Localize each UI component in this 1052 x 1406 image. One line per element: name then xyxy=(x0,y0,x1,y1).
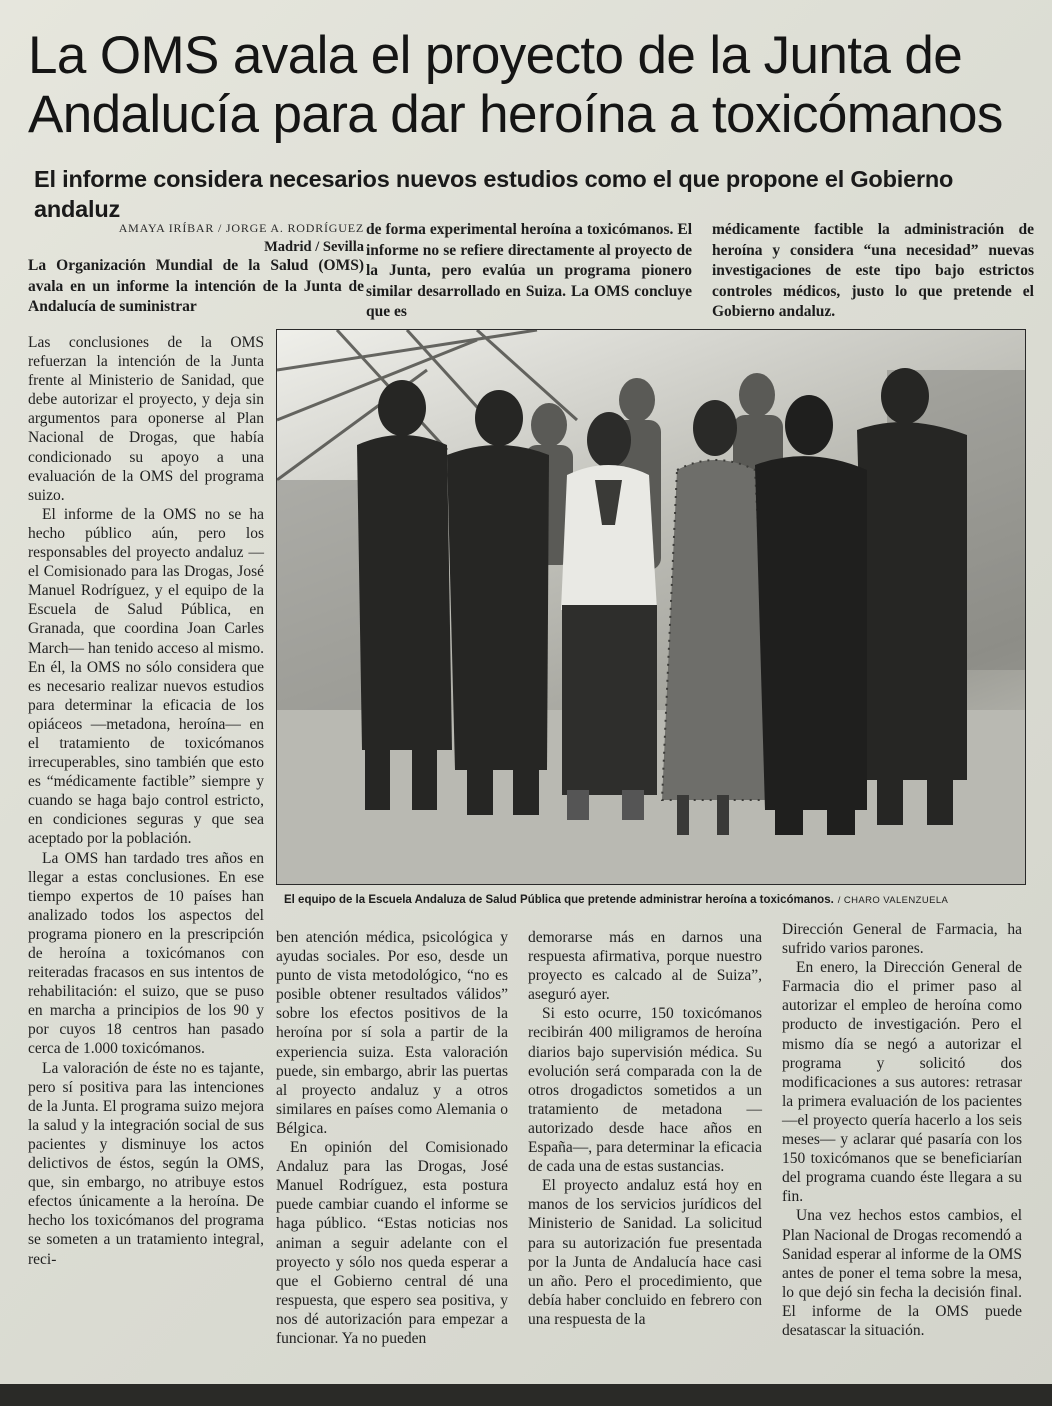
body-paragraph: En enero, la Dirección General de Farmacia dio el primer paso al autorizar el empleo de heroína como producto de investigación. Pero el mismo día se negó a autorizar el programa y solicitó dos modificaciones a sus autores: retrasar la primera evaluación de los pacientes —el proyecto quería hacerlo a los seis meses— y aclarar qué pasaría con los 150 toxicómanos que se beneficiarían del programa cuando éste llegara a su fin. xyxy=(782,959,1022,1206)
body-column-2 xyxy=(276,928,508,1348)
body-column-4 xyxy=(782,920,1022,1340)
body-paragraph: La OMS han tardado tres años en llegar a estas conclusiones. En ese tiempo expertos de 10 países han analizado todos los aspectos del programa pionero en la prescripción de heroína a toxicómanos con reiteradas fracasos en sus intentos de rehabilitación: el suizo, que se puso en marcha a principios de los 90 y por cuyos 18 centros han pasado cerca de 1.000 toxicómanos. xyxy=(28,849,264,1058)
page-edge xyxy=(0,1384,1052,1406)
lead-paragraph-3: médicamente factible la administración de heroína y considera “una necesidad” nuevas investigaciones de este tipo bajo estrictos controles médicos, justo lo que pretende el Gobierno andaluz. xyxy=(712,221,1034,320)
body-paragraph: demorarse más en darnos una respuesta afirmativa, porque nuestro proyecto es calcado al de Suiza”, aseguró ayer. xyxy=(528,929,762,1004)
lead-paragraph-2: de forma experimental heroína a toxicómanos. El informe no se refiere directamente al proyecto de la Junta, pero evalúa un programa pionero similar desarrollado en Suiza. La OMS concluye que es xyxy=(366,221,692,320)
body-paragraph: ben atención médica, psicológica y ayudas sociales. Por eso, desde un punto de vista metodológico, “no es posible obtener resultados válidos” sobre los efectos positivos de la heroína por sí sola a partir de la experiencia suiza. Esta valoración puede, sin embargo, abrir las puertas al proyecto andaluz y a otros similares en países como Alemania o Bélgica. xyxy=(276,929,508,1137)
photo-credit: / CHARO VALENZUELA xyxy=(837,895,949,906)
team-photo xyxy=(276,329,1026,885)
body-paragraph: Las conclusiones de la OMS refuerzan la intención de la Junta frente al Ministerio de Sanidad, que debe autorizar el proyecto, y deja sin argumentos para oponerse al Plan Nacional de Drogas, que había condicionado su apoyo a una evaluación de la OMS del programa suizo. xyxy=(28,334,264,504)
body-column-3 xyxy=(528,928,762,1329)
dateline: Madrid / Sevilla xyxy=(264,239,364,255)
body-paragraph: El proyecto andaluz está hoy en manos de los servicios jurídicos del Ministerio de Sanidad. La solicitud para su autorización fue presentada por la Junta de Andalucía hace casi un año. Pero el procedimiento, que debía haber concluido en febrero con una respuesta de la xyxy=(528,1177,762,1328)
body-paragraph: Si esto ocurre, 150 toxicómanos recibirán 400 miligramos de heroína diarios bajo supervisión médica. Su evolución será comparada con la de otros drogadictos sometidos a un tratamiento de metadona —autorizado desde hace años en España—, para determinar la eficacia de cada una de estas sustancias. xyxy=(528,1005,762,1176)
body-paragraph: Una vez hechos estos cambios, el Plan Nacional de Drogas recomendó a Sanidad esperar al informe de la OMS antes de poner el tema sobre la mesa, lo que dejó sin fecha la decisión final. El informe de la OMS puede desatascar la situación. xyxy=(782,1207,1022,1339)
body-paragraph: Dirección General de Farmacia, ha sufrido varios parones. xyxy=(782,921,1022,958)
body-column-1 xyxy=(28,333,264,1269)
byline: AMAYA IRÍBAR / JORGE A. RODRÍGUEZ xyxy=(118,221,364,235)
headline: La OMS avala el proyecto de la Junta de Andalucía para dar heroína a toxicómanos xyxy=(28,26,1003,144)
body-paragraph: En opinión del Comisionado Andaluz para las Drogas, José Manuel Rodríguez, esta postura puede cambiar cuando el informe se haga público. “Estas noticias nos animan a seguir adelante con el proyecto y sólo nos queda esperar a que el Gobierno central dé una respuesta, que espero sea positiva, y nos dé autorización para empezar a funcionar. Ya no pueden xyxy=(276,1139,508,1347)
body-paragraph: La valoración de éste no es tajante, pero sí positiva para las intenciones de la Junta. El programa suizo mejora la salud y la integración social de sus pacientes y disminuye los actos delictivos de éstos, según la OMS, que, sin embargo, no atribuye estos efectos únicamente a la heroína. De hecho los toxicómanos del programa se someten a un tratamiento integral, reci- xyxy=(28,1059,264,1268)
subheadline: El informe considera necesarios nuevos estudios como el que propone el Gobierno andaluz xyxy=(34,166,954,222)
body-paragraph: El informe de la OMS no se ha hecho público aún, pero los responsables del proyecto andaluz —el Comisionado para las Drogas, José Manuel Rodríguez, y el equipo de la Escuela de Salud Pública, en Granada, que coordina Joan Carles March— han tenido acceso al mismo. En él, la OMS no sólo considera que es necesario realizar nuevos estudios para determinar la eficacia de los opiáceos —metadona, heroína— en el tratamiento de toxicómanos irrecuperables, sino también que esto es “médicamente factible” siempre y cuando se haga bajo control estricto, en condiciones seguras y que sea aceptado por la población. xyxy=(28,505,264,848)
caption-text: El equipo de la Escuela Andaluza de Salud Pública que pretende administrar heroína a toxicómanos. xyxy=(284,894,834,906)
lead-paragraph-1: La Organización Mundial de la Salud (OMS) avala en un informe la intención de la Junta de Andalucía de suministrar xyxy=(28,257,364,315)
photo-caption xyxy=(284,893,1024,908)
group-photo-illustration xyxy=(277,330,1026,885)
